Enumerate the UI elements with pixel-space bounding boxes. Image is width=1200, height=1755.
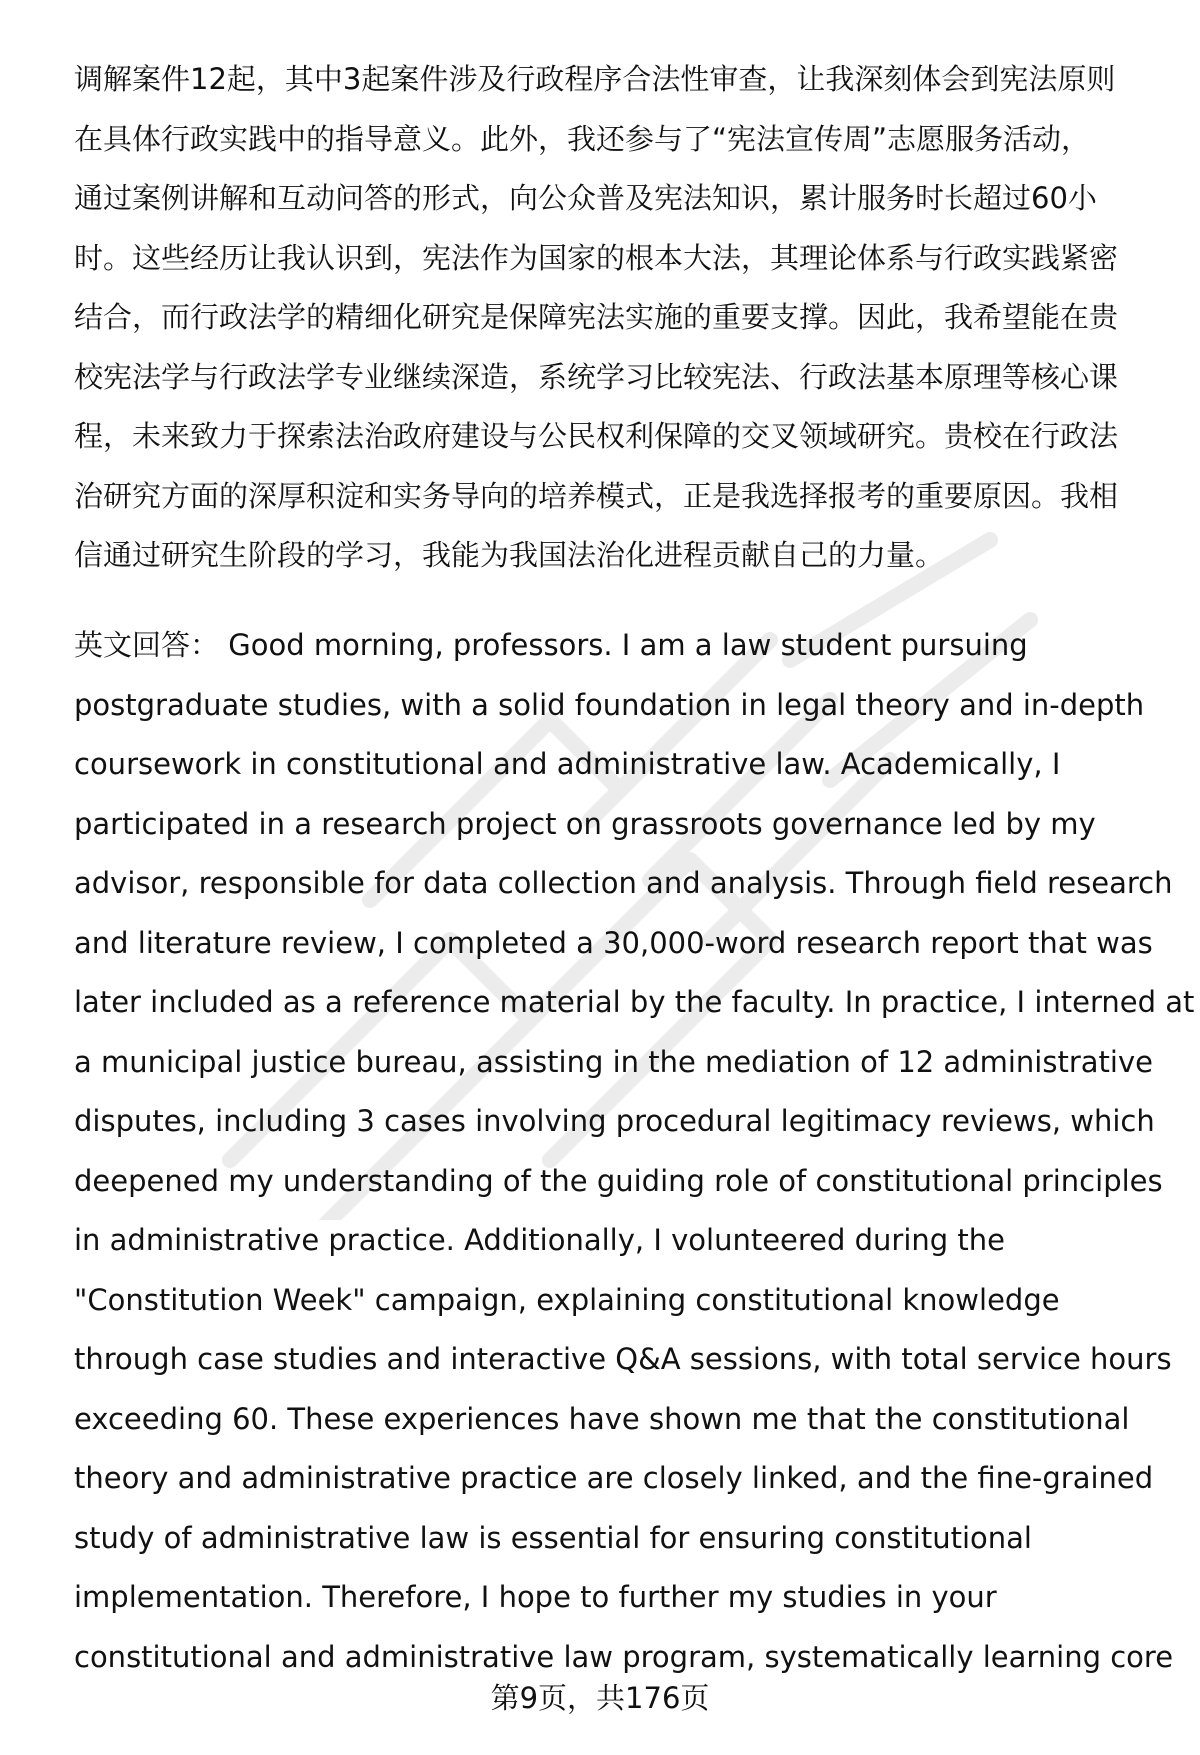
english-line: implementation. Therefore, I hope to further my studies in your	[74, 1580, 997, 1614]
english-line: postgraduate studies, with a solid foundation in legal theory and in-depth	[74, 687, 1145, 722]
english-line: through case studies and interactive Q&A sessions, with total service hours	[74, 1342, 1172, 1376]
english-line: Good morning, professors. I am a law student pursuing	[219, 628, 1028, 662]
english-line: advisor, responsible for data collection and analysis. Through field research	[74, 866, 1173, 900]
chinese-line: 结合，而行政法学的精细化研究是保障宪法实施的重要支撑。因此，我希望能在贵	[74, 300, 1119, 334]
english-line: and literature review, I completed a 30,000-word research report that was	[74, 925, 1153, 960]
english-line: in administrative practice. Additionally, I volunteered during the	[74, 1223, 1006, 1257]
english-line: coursework in constitutional and administrative law. Academically, I	[74, 747, 1061, 781]
english-line: theory and administrative practice are closely linked, and the fine-grained	[74, 1461, 1154, 1495]
english-answer	[74, 616, 1195, 1687]
english-line: participated in a research project on grassroots governance led by my	[74, 806, 1096, 841]
english-line: study of administrative law is essential for ensuring constitutional	[74, 1520, 1032, 1555]
chinese-line: 校宪法学与行政法学专业继续深造，系统学习比较宪法、行政法基本原理等核心课	[74, 359, 1119, 394]
english-line: deepened my understanding of the guiding role of constitutional principles	[74, 1163, 1163, 1198]
chinese-line: 治研究方面的深厚积淀和实务导向的培养模式，正是我选择报考的重要原因。我相	[74, 478, 1119, 513]
english-line: "Constitution Week" campaign, explaining constitutional knowledge	[74, 1282, 1060, 1317]
chinese-line: 信通过研究生阶段的学习，我能为我国法治化进程贡献自己的力量。	[74, 538, 945, 572]
english-line: constitutional and administrative law program, systematically learning core	[74, 1639, 1174, 1674]
english-line: exceeding 60. These experiences have shown me that the constitutional	[74, 1401, 1130, 1436]
english-line: disputes, including 3 cases involving procedural legitimacy reviews, which	[74, 1104, 1155, 1138]
english-line: later included as a reference material by the faculty. In practice, I interned at	[74, 985, 1195, 1019]
english-answer-label: 英文回答：	[74, 628, 220, 662]
chinese-line: 通过案例讲解和互动问答的形式，向公众普及宪法知识，累计服务时长超过60小	[74, 181, 1097, 215]
english-first-line	[74, 616, 1164, 676]
chinese-line: 调解案件12起，其中3起案件涉及行政程序合法性审查，让我深刻体会到宪法原则	[74, 62, 1116, 96]
page-indicator: 第9页，共176页	[490, 1681, 710, 1715]
chinese-line: 时。这些经历让我认识到，宪法作为国家的根本大法，其理论体系与行政实践紧密	[74, 240, 1119, 275]
chinese-line: 程，未来致力于探索法治政府建设与公民权利保障的交叉领域研究。贵校在行政法	[74, 419, 1119, 453]
chinese-paragraph	[74, 50, 1164, 586]
english-line: a municipal justice bureau, assisting in the mediation of 12 administrative	[74, 1044, 1153, 1079]
chinese-line: 在具体行政实践中的指导意义。此外，我还参与了“宪法宣传周”志愿服务活动，	[74, 121, 1091, 156]
